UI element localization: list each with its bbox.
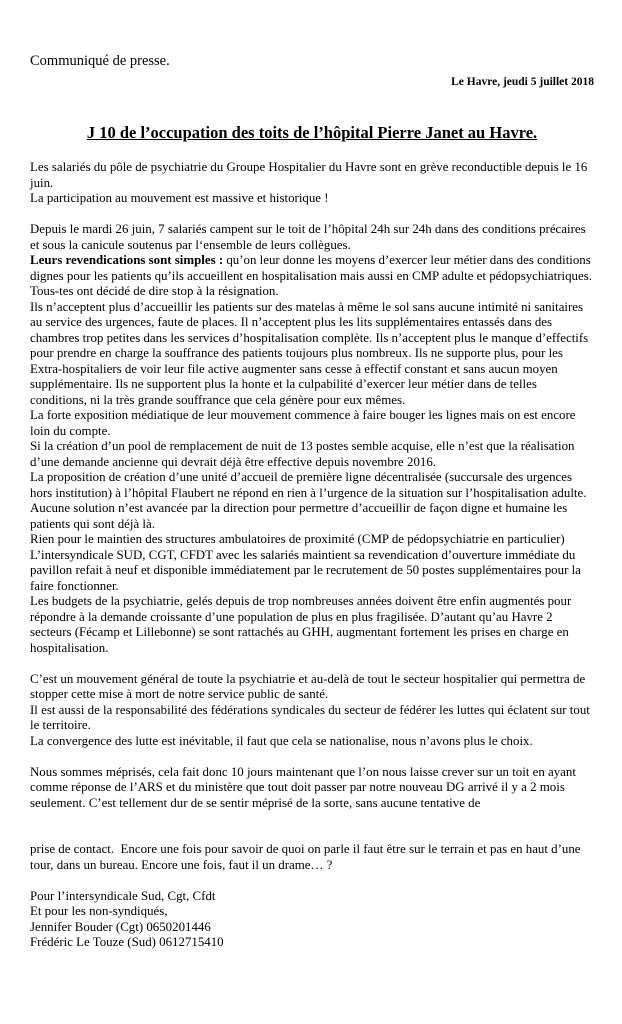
paragraph: La proposition de création d’une unité d’accueil de première ligne décentralisée (succursale des urgences hors institution) à l’hôpital Flaubert ne répond en rien à l’urgence de la situation sur l’hospitalisation adulte. <box>30 470 587 500</box>
bold-lead: Leurs revendications sont simples : <box>30 253 224 267</box>
signature-line: Et pour les non-syndiqués, <box>30 904 168 918</box>
paragraph: Ils n’acceptent plus d’accueillir les patients sur des matelas à même le sol sans aucune intimité ni sanitaires au service des urgences, faute de places. Il n’acceptent plus les lits supplémentaires entassés dans des chambres trop petites dans les services d’hospitalisation complète. Ils n’acceptent plus le manque d’effectifs pour prendre en charge la souffrance des patients toujours plus nombreux. Ils ne supporte plus, pour les Extra-hospitaliers de voir leur file active augmenter sans cesse à effectif constant et sans aucun moyen supplémentaire. Ils ne supportent plus la honte et la culpabilité d’exercer leur métier dans de telles conditions, ni la très grande souffrance que cela génère pour eux mêmes. <box>30 299 592 407</box>
paragraph: La participation au mouvement est massive et historique ! <box>30 191 329 205</box>
paragraph: Depuis le mardi 26 juin, 7 salariés campent sur le toit de l’hôpital 24h sur 24h dans des conditions précaires et sous la canicule soutenus par l‘ensemble de leurs collègues. <box>30 222 589 252</box>
signature-line-contact: Frédéric Le Touze (Sud) 0612715410 <box>30 935 224 949</box>
paragraph: prise de contact. Encore une fois pour savoir de quoi on parle il faut être sur le terrain et pas en haut d’une tour, dans un bureau. Encore une fois, faut il un drame… ? <box>30 842 584 872</box>
press-release-label: Communiqué de presse. <box>30 53 170 69</box>
body-block <box>30 222 594 656</box>
body-block <box>30 160 594 207</box>
paragraph: Si la création d’un pool de remplacement de nuit de 13 postes semble acquise, elle n’est que la réalisation d’une demande ancienne qui devrait déjà être effective depuis novembre 2016. <box>30 439 578 469</box>
paragraph-continuation: qu’on leur donne les moyens d’exercer leur métier dans des conditions dignes pour les patients qu’ils accueillent en hospitalisation mais aussi en CMP adulte et pédopsychiatriques. <box>30 253 595 283</box>
paragraph-with-bold-lead <box>30 253 594 284</box>
paragraph: L’intersyndicale SUD, CGT, CFDT avec les salariés maintient sa revendication d’ouverture immédiate du pavillon refait à neuf et disponible immédiatement par le recrutement de 50 postes supplémentaires pour la faire fonctionner. <box>30 547 585 593</box>
paragraph: C’est un mouvement général de toute la psychiatrie et au-delà de tout le secteur hospitalier qui permettra de stopper cette mise à mort de notre service public de santé. <box>30 671 589 701</box>
document-title: J 10 de l’occupation des toits de l’hôpital Pierre Janet au Havre. <box>86 123 538 142</box>
body-block <box>30 672 594 750</box>
signature-block <box>30 889 594 951</box>
body-block <box>30 842 594 873</box>
dateline: Le Havre, jeudi 5 juillet 2018 <box>451 76 594 88</box>
document-body <box>30 160 594 951</box>
paragraph: Aucune solution n’est avancée par la direction pour permettre d’accueillir de façon digne et humaine les patients qui sont déjà là. <box>30 501 571 531</box>
signature-line: Pour l’intersyndicale Sud, Cgt, Cfdt <box>30 888 216 903</box>
paragraph: La convergence des lutte est inévitable, il faut que cela se nationalise, nous n’avons plus le choix. <box>30 733 533 748</box>
paragraph: La forte exposition médiatique de leur mouvement commence à faire bouger les lignes mais on est encore loin du compte. <box>30 408 579 438</box>
signature-line-contact: Jennifer Bouder (Cgt) 0650201446 <box>30 919 211 934</box>
paragraph: Les salariés du pôle de psychiatrie du Groupe Hospitalier du Havre sont en grève reconductible depuis le 16 juin. <box>30 160 591 190</box>
paragraph: Les budgets de la psychiatrie, gelés depuis de trop nombreuses années doivent être enfin augmentés pour répondre à la demande croissante d’une population de plus en plus fragilisée. D’autant qu’au Havre 2 secteurs (Fécamp et Lillebonne) se sont rattachés au GHH, augmentant fortement les prises en charge en hospitalisation. <box>30 594 575 655</box>
body-block <box>30 765 594 812</box>
paragraph: Nous sommes méprisés, cela fait donc 10 jours maintenant que l’on nous laisse crever sur un toit en ayant comme réponse de l’ARS et du ministère que tout doit passer par notre nouveau DG arrivé il y a 2 mois seulement. C’est tellement dur de se sentir méprisé de la sorte, sans aucune tentative de <box>30 764 580 810</box>
paragraph: Il est aussi de la responsabilité des fédérations syndicales du secteur de fédérer les luttes qui éclatent sur tout le territoire. <box>30 702 594 732</box>
paragraph: Tous-tes ont décidé de dire stop à la résignation. <box>30 284 279 298</box>
paragraph: Rien pour le maintien des structures ambulatoires de proximité (CMP de pédopsychiatrie en particulier) <box>30 532 565 546</box>
